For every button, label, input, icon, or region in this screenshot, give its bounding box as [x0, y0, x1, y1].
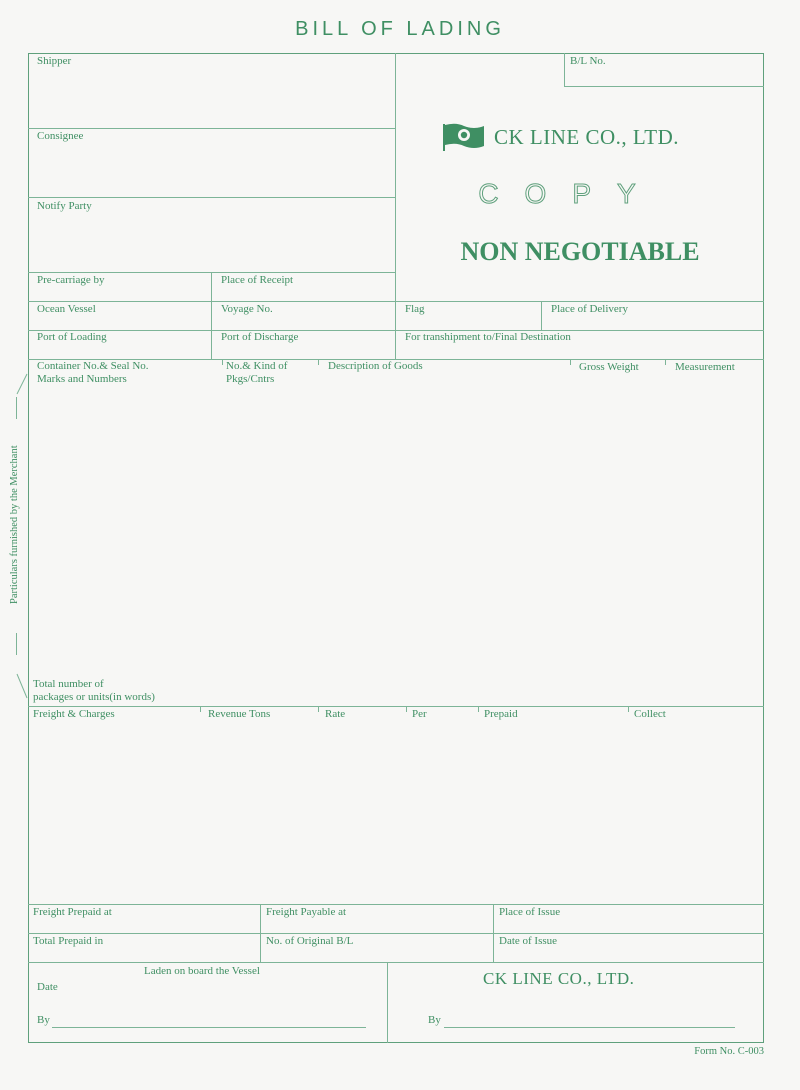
place-of-issue-label: Place of Issue — [499, 906, 561, 918]
laden-by-label: By — [37, 1014, 50, 1026]
flag-logo-icon — [442, 122, 486, 152]
divider — [564, 86, 764, 87]
copy-stamp: COPY — [478, 178, 662, 209]
column-tick — [318, 706, 319, 712]
divider — [493, 904, 494, 962]
collect-label: Collect — [634, 708, 666, 720]
freight-prepaid-at-label: Freight Prepaid at — [33, 906, 112, 918]
pkgs-cntrs-label: Pkgs/Cntrs — [226, 373, 275, 385]
kind-of-pkgs-label: No.& Kind of — [226, 360, 288, 372]
divider — [28, 128, 395, 129]
total-prepaid-label: Total Prepaid in — [33, 935, 104, 947]
divider — [211, 272, 212, 359]
original-bl-label: No. of Original B/L — [266, 935, 354, 947]
signature-company-name: CK LINE CO., LTD. — [483, 969, 635, 988]
column-tick — [665, 359, 666, 365]
form-number: Form No. C-003 — [694, 1046, 764, 1057]
divider — [28, 706, 764, 707]
laden-signature-line — [52, 1027, 366, 1028]
date-of-issue-label: Date of Issue — [499, 935, 558, 947]
column-tick — [570, 359, 571, 365]
port-of-loading-label: Port of Loading — [37, 331, 107, 343]
divider — [541, 301, 542, 330]
consignee-label: Consignee — [37, 130, 84, 142]
column-tick — [318, 359, 319, 365]
ocean-vessel-label: Ocean Vessel — [37, 303, 96, 315]
freight-payable-at-label: Freight Payable at — [266, 906, 347, 918]
column-tick — [222, 359, 223, 365]
shipper-label: Shipper — [37, 55, 72, 67]
divider — [28, 904, 764, 905]
pre-carriage-label: Pre-carriage by — [37, 274, 105, 286]
laden-heading: Laden on board the Vessel — [144, 965, 260, 977]
port-of-discharge-label: Port of Discharge — [221, 331, 299, 343]
gross-weight-label: Gross Weight — [579, 361, 639, 373]
column-tick — [406, 706, 407, 712]
column-tick — [200, 706, 201, 712]
signature-by-label: By — [428, 1014, 441, 1026]
divider — [564, 53, 565, 86]
side-bracket — [12, 372, 28, 702]
company-signature-line — [444, 1027, 735, 1028]
divider — [28, 962, 764, 963]
notify-party-label: Notify Party — [37, 200, 92, 212]
column-tick — [628, 706, 629, 712]
total-packages-label: Total number of — [33, 678, 104, 690]
freight-charges-label: Freight & Charges — [33, 708, 115, 720]
merchant-side-label: Particulars furnished by the Merchant — [9, 445, 20, 605]
bl-no-label: B/L No. — [570, 55, 606, 67]
laden-date-label: Date — [37, 981, 58, 993]
divider — [260, 904, 261, 962]
place-of-receipt-label: Place of Receipt — [221, 274, 294, 286]
voyage-no-label: Voyage No. — [221, 303, 273, 315]
revenue-tons-label: Revenue Tons — [208, 708, 271, 720]
description-label: Description of Goods — [328, 360, 423, 372]
prepaid-label: Prepaid — [484, 708, 518, 720]
per-label: Per — [412, 708, 427, 720]
divider — [395, 53, 396, 359]
flag-label: Flag — [405, 303, 425, 315]
document-title: BILL OF LADING — [295, 18, 505, 40]
place-of-delivery-label: Place of Delivery — [551, 303, 628, 315]
divider — [387, 962, 388, 1043]
company-name: CK LINE CO., LTD. — [494, 124, 680, 149]
divider — [28, 330, 764, 331]
marks-numbers-label: Marks and Numbers — [37, 373, 127, 385]
rate-label: Rate — [325, 708, 346, 720]
measurement-label: Measurement — [675, 361, 735, 373]
container-no-label: Container No.& Seal No. — [37, 360, 149, 372]
column-tick — [478, 706, 479, 712]
divider — [28, 933, 764, 934]
company-logo — [442, 122, 679, 152]
transhipment-label: For transhipment to/Final Destination — [405, 331, 571, 343]
total-packages-words-label: packages or units(in words) — [33, 691, 155, 703]
divider — [28, 301, 764, 302]
divider — [28, 197, 395, 198]
non-negotiable-stamp: NON NEGOTIABLE — [460, 237, 700, 266]
